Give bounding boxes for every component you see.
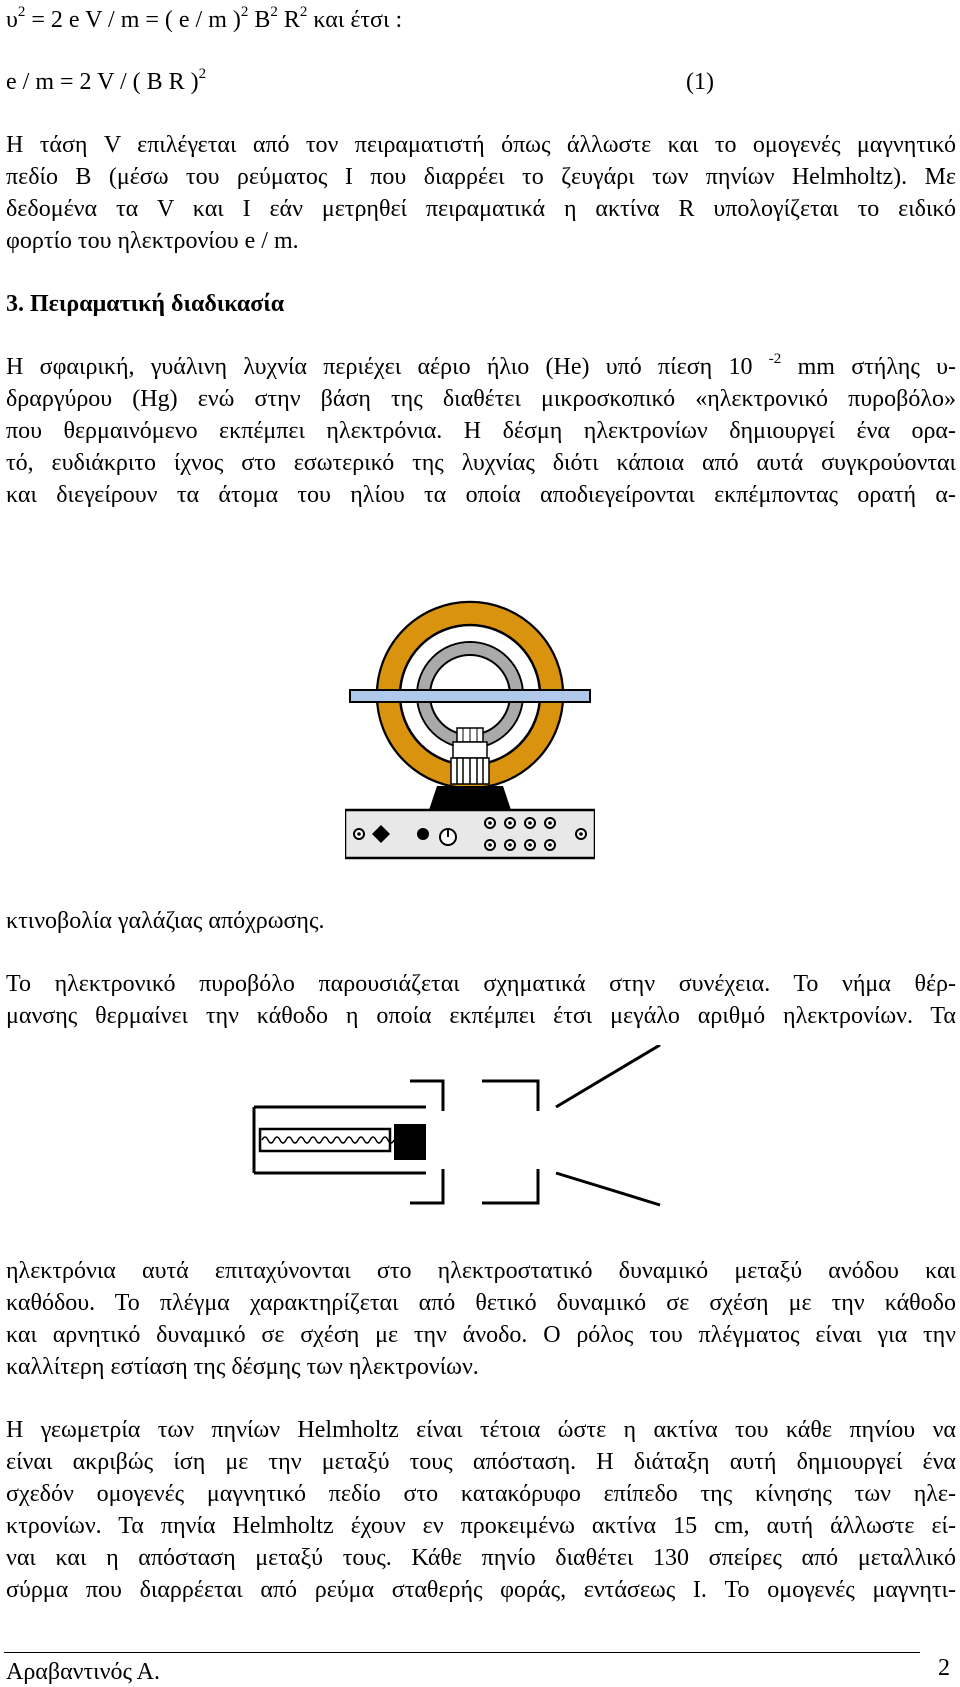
paragraph-line: Η τάση V επιλέγεται από τον πειραματιστή όπως άλλωστε και το ομογενές μαγνητικό [6,132,956,158]
paragraph-line: σύρμα που διαρρέεται από ρεύμα σταθερής φοράς, εντάσεως I. Το ομογενές μαγνητι- [6,1577,956,1603]
cathode-block [394,1124,426,1160]
paragraph-line: δραργύρου (Hg) ενώ στην βάση της διαθέτει μικροσκοπικό «ηλεκτρονικό πυροβόλο» [6,386,956,412]
paragraph-line: ναι και η απόσταση μεταξύ τους. Κάθε πηνίο διαθέτει 130 σπείρες από μεταλλικό [6,1545,956,1571]
heater-filament [262,1137,394,1143]
paragraph-line: και αρνητικό δυναμικό σε σχέση με την άνοδο. Ο ρόλος του πλέγματος είναι για την [6,1322,956,1348]
paragraph-line: Η γεωμετρία των πηνίων Helmholtz είναι τέτοια ώστε η ακτίνα του κάθε πηνίου να [6,1417,956,1443]
paragraph-line: σχεδόν ομογενές μαγνητικό πεδίο στο κατακόρυφο επίπεδο της κίνησης των ηλε- [6,1481,956,1507]
paragraph-line: ηλεκτρόνια αυτά επιταχύνονται στο ηλεκτροστατικό δυναμικό μεταξύ ανόδου και [6,1258,956,1284]
helmholtz-apparatus-figure [345,590,595,860]
paragraph-line: που θερμαινόμενο εκπέμπει ηλεκτρόνια. Η δέσμη ηλεκτρονίων δημιουργεί ένα ορα- [6,418,956,444]
paragraph-line: Το ηλεκτρονικό πυροβόλο παρουσιάζεται σχηματικά στην συνέχεια. Το νήμα θέρ- [6,971,956,997]
footer-author: Αραβαντινός Α. [6,1659,160,1685]
paragraph-line: φορτίο του ηλεκτρονίου e / m. [6,228,299,254]
equation-number: (1) [686,69,714,95]
paragraph-line: μανσης θερμαίνει την κάθοδο η οποία εκπέμπει έτσι μεγάλο αριθμό ηλεκτρονίων. Τα [6,1003,956,1029]
paragraph-line: καθόδου. Το πλέγμα χαρακτηρίζεται από θετικό δυναμικό σε σχέση με την κάθοδο [6,1290,956,1316]
paragraph-line: Η σφαιρική, γυάλινη λυχνία περιέχει αέριο ήλιο (He) υπό πίεση 10 $^{-2}$ mm στήλης υ- [6,351,957,380]
equation-specific-charge: e / m = 2 V / ( B R )$^2$ [6,66,207,95]
page-number: 2 [938,1655,950,1681]
paragraph-line: πεδίο B (μέσω του ρεύματος I που διαρρέει το ζευγάρι των πηνίων Helmholtz). Με [6,164,956,190]
paragraph-line: δεδομένα τα V και I εάν μετρηθεί πειραματικά η ακτίνα R υπολογίζεται το ειδικό [6,196,956,222]
equation-velocity: $\upsilon^2 = 2$ e V / m = ( e / m )$^2$ $B^2$ $R^2$ και έτσι : [6,4,403,33]
paragraph-line: κτινοβολία γαλάζιας απόχρωσης. [6,908,325,934]
section-heading: 3. Πειραματική διαδικασία [6,291,285,317]
footer-rule [4,1652,920,1653]
paragraph-line: κτρονίων. Τα πηνία Helmholtz έχουν εν προκειμένω ακτίνα 15 cm, αυτή άλλωστε εί- [6,1513,956,1539]
glass-bar [350,690,590,702]
paragraph-line: και διεγείρουν τα άτομα του ηλίου τα οποία αποδιεγείρονται εκπέμποντας ορατή α- [6,482,956,508]
paragraph-line: καλλίτερη εστίαση της δέσμης των ηλεκτρονίων. [6,1354,479,1380]
paragraph-line: είναι ακριβώς ίση με την μεταξύ τους απόσταση. Η διάταξη αυτή δημιουργεί ένα [6,1449,956,1475]
electron-gun-schematic [250,1045,670,1215]
paragraph-line: τό, ευδιάκριτο ίχνος στο εσωτερικό της λυχνίας διότι κάποια από αυτά συγκρούονται [6,450,956,476]
